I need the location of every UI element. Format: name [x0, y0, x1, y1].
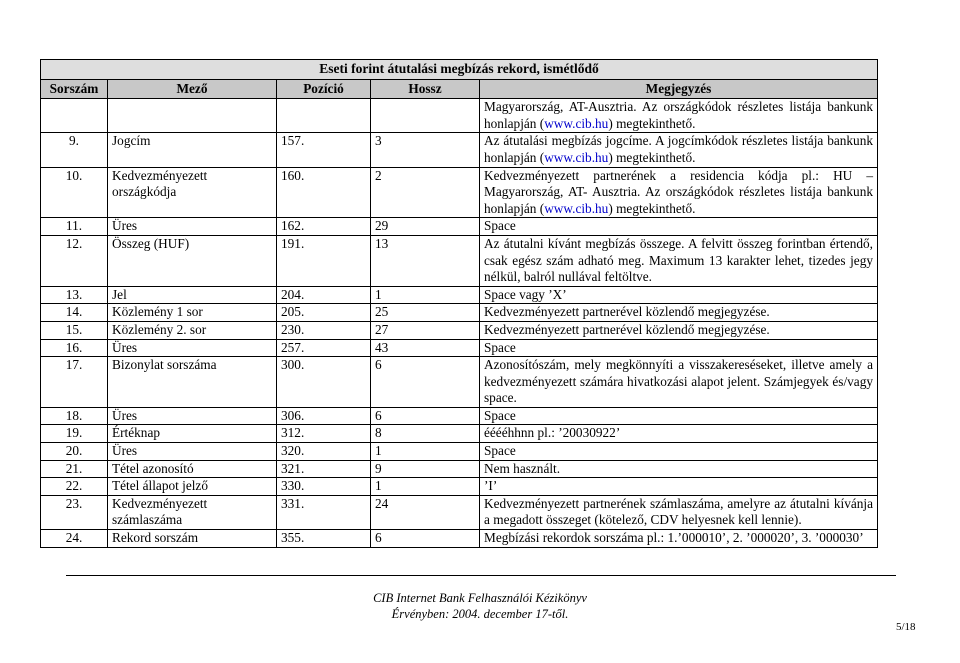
- row-position: 162.: [277, 218, 371, 236]
- row-note: ’I’: [480, 478, 878, 496]
- row-field: Jel: [108, 286, 277, 304]
- row-length: 24: [371, 495, 480, 529]
- header-sorszam: Sorszám: [41, 79, 108, 99]
- table-row: [41, 339, 878, 357]
- row-field: Kedvezményezett számlaszáma: [108, 495, 277, 529]
- row-number: 19.: [41, 425, 108, 443]
- table-row: [41, 133, 878, 167]
- header-megjegyzes: Megjegyzés: [480, 79, 878, 99]
- header-hossz: Hossz: [371, 79, 480, 99]
- row-field: Tétel azonosító: [108, 460, 277, 478]
- table-row-continuation: [41, 99, 878, 133]
- row-note: Space: [480, 339, 878, 357]
- row-position: 355.: [277, 530, 371, 548]
- row-field: Üres: [108, 407, 277, 425]
- table-row: [41, 407, 878, 425]
- row-number: 18.: [41, 407, 108, 425]
- row-length: 1: [371, 478, 480, 496]
- table-title: Eseti forint átutalási megbízás rekord, ismétlődő: [41, 60, 878, 80]
- row-field: Rekord sorszám: [108, 530, 277, 548]
- footer-validity: Érvényben: 2004. december 17-től.: [391, 607, 569, 621]
- table-row: [41, 218, 878, 236]
- row-length: 25: [371, 304, 480, 322]
- row-note: Kedvezményezett partnerének számlaszáma, amelyre az átutalni kívánja a megadott összeget (kötelező, CDV helyesnek kell lennie).: [480, 495, 878, 529]
- row-number: 20.: [41, 443, 108, 461]
- row-number: 15.: [41, 321, 108, 339]
- row-field: Közlemény 2. sor: [108, 321, 277, 339]
- table-row: [41, 357, 878, 408]
- row-field: Üres: [108, 443, 277, 461]
- row-position: 205.: [277, 304, 371, 322]
- header-pozicio: Pozíció: [277, 79, 371, 99]
- cib-link[interactable]: www.cib.hu: [544, 115, 609, 131]
- lead-note: Magyarország, AT-Ausztria. Az országkódok részletes listája bankunk honlapján (www.cib.hu) megtekinthető.: [480, 99, 878, 133]
- table-row: [41, 530, 878, 548]
- table-row: [41, 321, 878, 339]
- row-field: Közlemény 1 sor: [108, 304, 277, 322]
- table-header-row: [41, 79, 878, 99]
- row-length: 8: [371, 425, 480, 443]
- row-note: Azonosítószám, mely megkönnyíti a visszakereséseket, illetve amely a kedvezményezett számára hivatkozási alapot jelent. Számjegyek és/vagy space.: [480, 357, 878, 408]
- row-position: 157.: [277, 133, 371, 167]
- row-length: 13: [371, 235, 480, 286]
- row-note: Nem használt.: [480, 460, 878, 478]
- row-length: 29: [371, 218, 480, 236]
- row-length: 2: [371, 167, 480, 218]
- row-note: Space: [480, 407, 878, 425]
- page-number: 5/18: [896, 621, 916, 633]
- row-field: Bizonylat sorszáma: [108, 357, 277, 408]
- row-number: 13.: [41, 286, 108, 304]
- footer-title: CIB Internet Bank Felhasználói Kézikönyv: [373, 591, 587, 605]
- row-note: Kedvezményezett partnerével közlendő megjegyzése.: [480, 321, 878, 339]
- row-note: Kedvezményezett partnerének a residencia kódja pl.: HU – Magyarország, AT- Ausztria. Az országkódok részletes listája bankunk honlapján (www.cib.hu) megtekinthető.: [480, 167, 878, 218]
- row-number: 9.: [41, 133, 108, 167]
- row-number: 22.: [41, 478, 108, 496]
- row-length: 3: [371, 133, 480, 167]
- row-length: 43: [371, 339, 480, 357]
- row-position: 312.: [277, 425, 371, 443]
- cib-link[interactable]: www.cib.hu: [544, 200, 609, 216]
- row-note: Az átutalni kívánt megbízás összege. A felvitt összeg forintban értendő, csak egész szám adható meg. Maximum 13 karakter lehet, tizedes jegy nélkül, balról nullával feltöltve.: [480, 235, 878, 286]
- row-position: 331.: [277, 495, 371, 529]
- row-position: 257.: [277, 339, 371, 357]
- row-field: Kedvezményezett országkódja: [108, 167, 277, 218]
- row-field: Üres: [108, 339, 277, 357]
- row-length: 6: [371, 407, 480, 425]
- row-position: 300.: [277, 357, 371, 408]
- table-row: [41, 167, 878, 218]
- row-field: Üres: [108, 218, 277, 236]
- row-number: 11.: [41, 218, 108, 236]
- row-number: 14.: [41, 304, 108, 322]
- table-row: [41, 286, 878, 304]
- row-number: 23.: [41, 495, 108, 529]
- row-length: 1: [371, 286, 480, 304]
- footer-divider: [66, 575, 896, 576]
- row-position: 306.: [277, 407, 371, 425]
- row-field: Értéknap: [108, 425, 277, 443]
- table-row: [41, 460, 878, 478]
- row-note: Space: [480, 218, 878, 236]
- row-number: 17.: [41, 357, 108, 408]
- cib-link[interactable]: www.cib.hu: [544, 149, 609, 165]
- row-number: 24.: [41, 530, 108, 548]
- table-row: [41, 478, 878, 496]
- row-field: Összeg (HUF): [108, 235, 277, 286]
- row-position: 321.: [277, 460, 371, 478]
- row-note: Space vagy ’X’: [480, 286, 878, 304]
- row-length: 6: [371, 530, 480, 548]
- row-note: Space: [480, 443, 878, 461]
- table-row: [41, 304, 878, 322]
- row-position: 160.: [277, 167, 371, 218]
- row-field: Jogcím: [108, 133, 277, 167]
- row-position: 230.: [277, 321, 371, 339]
- record-table: [40, 59, 878, 548]
- row-length: 9: [371, 460, 480, 478]
- row-length: 1: [371, 443, 480, 461]
- row-position: 320.: [277, 443, 371, 461]
- table-row: [41, 235, 878, 286]
- row-field: Tétel állapot jelző: [108, 478, 277, 496]
- row-note: Az átutalási megbízás jogcíme. A jogcímkódok részletes listája bankunk honlapján (www.cib.hu) megtekinthető.: [480, 133, 878, 167]
- row-position: 330.: [277, 478, 371, 496]
- table-row: [41, 443, 878, 461]
- row-number: 10.: [41, 167, 108, 218]
- row-number: 12.: [41, 235, 108, 286]
- row-note: Megbízási rekordok sorszáma pl.: 1.’000010’, 2. ’000020’, 3. ’000030’: [480, 530, 878, 548]
- header-mezo: Mező: [108, 79, 277, 99]
- row-position: 191.: [277, 235, 371, 286]
- row-length: 27: [371, 321, 480, 339]
- table-row: [41, 425, 878, 443]
- row-length: 6: [371, 357, 480, 408]
- row-position: 204.: [277, 286, 371, 304]
- table-row: [41, 495, 878, 529]
- row-number: 21.: [41, 460, 108, 478]
- row-note: Kedvezményezett partnerével közlendő megjegyzése.: [480, 304, 878, 322]
- row-number: 16.: [41, 339, 108, 357]
- row-note: ééééhhnn pl.: ’20030922’: [480, 425, 878, 443]
